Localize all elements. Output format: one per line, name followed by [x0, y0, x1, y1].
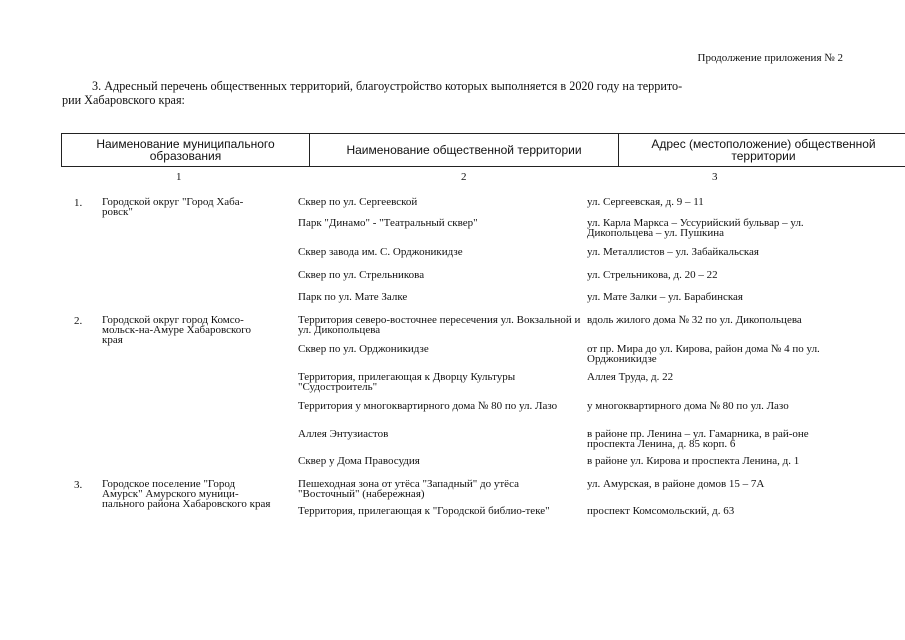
address-cell: в районе ул. Кирова и проспекта Ленина, д. 1 — [587, 455, 800, 467]
intro-paragraph — [62, 79, 852, 107]
address-cell: ул. Мате Залки – ул. Барабинская — [587, 291, 743, 303]
header-municipality: Наименование муниципального образования — [61, 133, 310, 167]
header-territory: Наименование общественной территории — [309, 133, 619, 167]
municipality-name: Городской округ город Комсо-мольск-на-Амуре Хабаровского края — [102, 314, 252, 346]
address-cell: проспект Комсомольский, д. 63 — [587, 505, 735, 517]
territory-cell: Территория у многоквартирного дома № 80 по ул. Лазо — [298, 400, 558, 412]
col-number-1: 1 — [176, 171, 182, 183]
address-cell: ул. Сергеевская, д. 9 – 11 — [587, 196, 704, 208]
territory-cell: Сквер по ул. Сергеевской — [298, 196, 418, 208]
municipality-name: Городское поселение "Город Амурск" Амурского муници-пального района Хабаровского края — [102, 478, 271, 510]
territory-cell: Сквер завода им. С. Орджоникидзе — [298, 246, 463, 258]
territory-cell: Сквер по ул. Орджоникидзе — [298, 343, 429, 355]
address-cell: вдоль жилого дома № 32 по ул. Дикопольцева — [587, 314, 802, 326]
territory-cell: Территория, прилегающая к "Городской библио-теке" — [298, 505, 550, 517]
intro-line-1: 3. Адресный перечень общественных территорий, благоустройство которых выполняется в 2020 году на террито- — [92, 79, 683, 93]
col-number-3: 3 — [712, 171, 718, 183]
address-cell: у многоквартирного дома № 80 по ул. Лазо — [587, 400, 789, 412]
group-number: 2. — [74, 315, 83, 327]
address-cell: ул. Карла Маркса – Уссурийский бульвар – ул. Дикопольцева – ул. Пушкина — [587, 217, 804, 239]
territory-cell: Парк по ул. Мате Залке — [298, 291, 408, 303]
group-number: 1. — [74, 197, 83, 209]
address-cell: ул. Металлистов – ул. Забайкальская — [587, 246, 759, 258]
address-cell: от пр. Мира до ул. Кирова, район дома № 4 по ул. Орджоникидзе — [587, 343, 820, 365]
territory-cell: Парк "Динамо" - "Театральный сквер" — [298, 217, 478, 229]
continuation-label: Продолжение приложения № 2 — [697, 52, 843, 64]
municipality-name: Городской округ "Город Хаба-ровск" — [102, 196, 244, 218]
address-cell: ул. Амурская, в районе домов 15 – 7А — [587, 478, 765, 490]
address-cell: Аллея Труда, д. 22 — [587, 371, 674, 383]
territory-cell: Территория северо-восточнее пересечения ул. Вокзальной и ул. Дикопольцева — [298, 314, 581, 336]
territory-cell: Сквер по ул. Стрельникова — [298, 269, 425, 281]
territory-cell: Территория, прилегающая к Дворцу Культуры "Судостроитель" — [298, 371, 516, 393]
address-cell: ул. Стрельникова, д. 20 – 22 — [587, 269, 718, 281]
territory-cell: Пешеходная зона от утёса "Западный" до утёса "Восточный" (набережная) — [298, 478, 519, 500]
header-address: Адрес (местоположение) общественной территории — [618, 133, 905, 167]
col-number-2: 2 — [461, 171, 467, 183]
intro-line-2: рии Хабаровского края: — [62, 93, 185, 107]
group-number: 3. — [74, 479, 83, 491]
territory-cell: Аллея Энтузиастов — [298, 428, 389, 440]
address-cell: в районе пр. Ленина – ул. Гамарника, в рай-оне проспекта Ленина, д. 85 корп. 6 — [587, 428, 809, 450]
territory-cell: Сквер у Дома Правосудия — [298, 455, 420, 467]
